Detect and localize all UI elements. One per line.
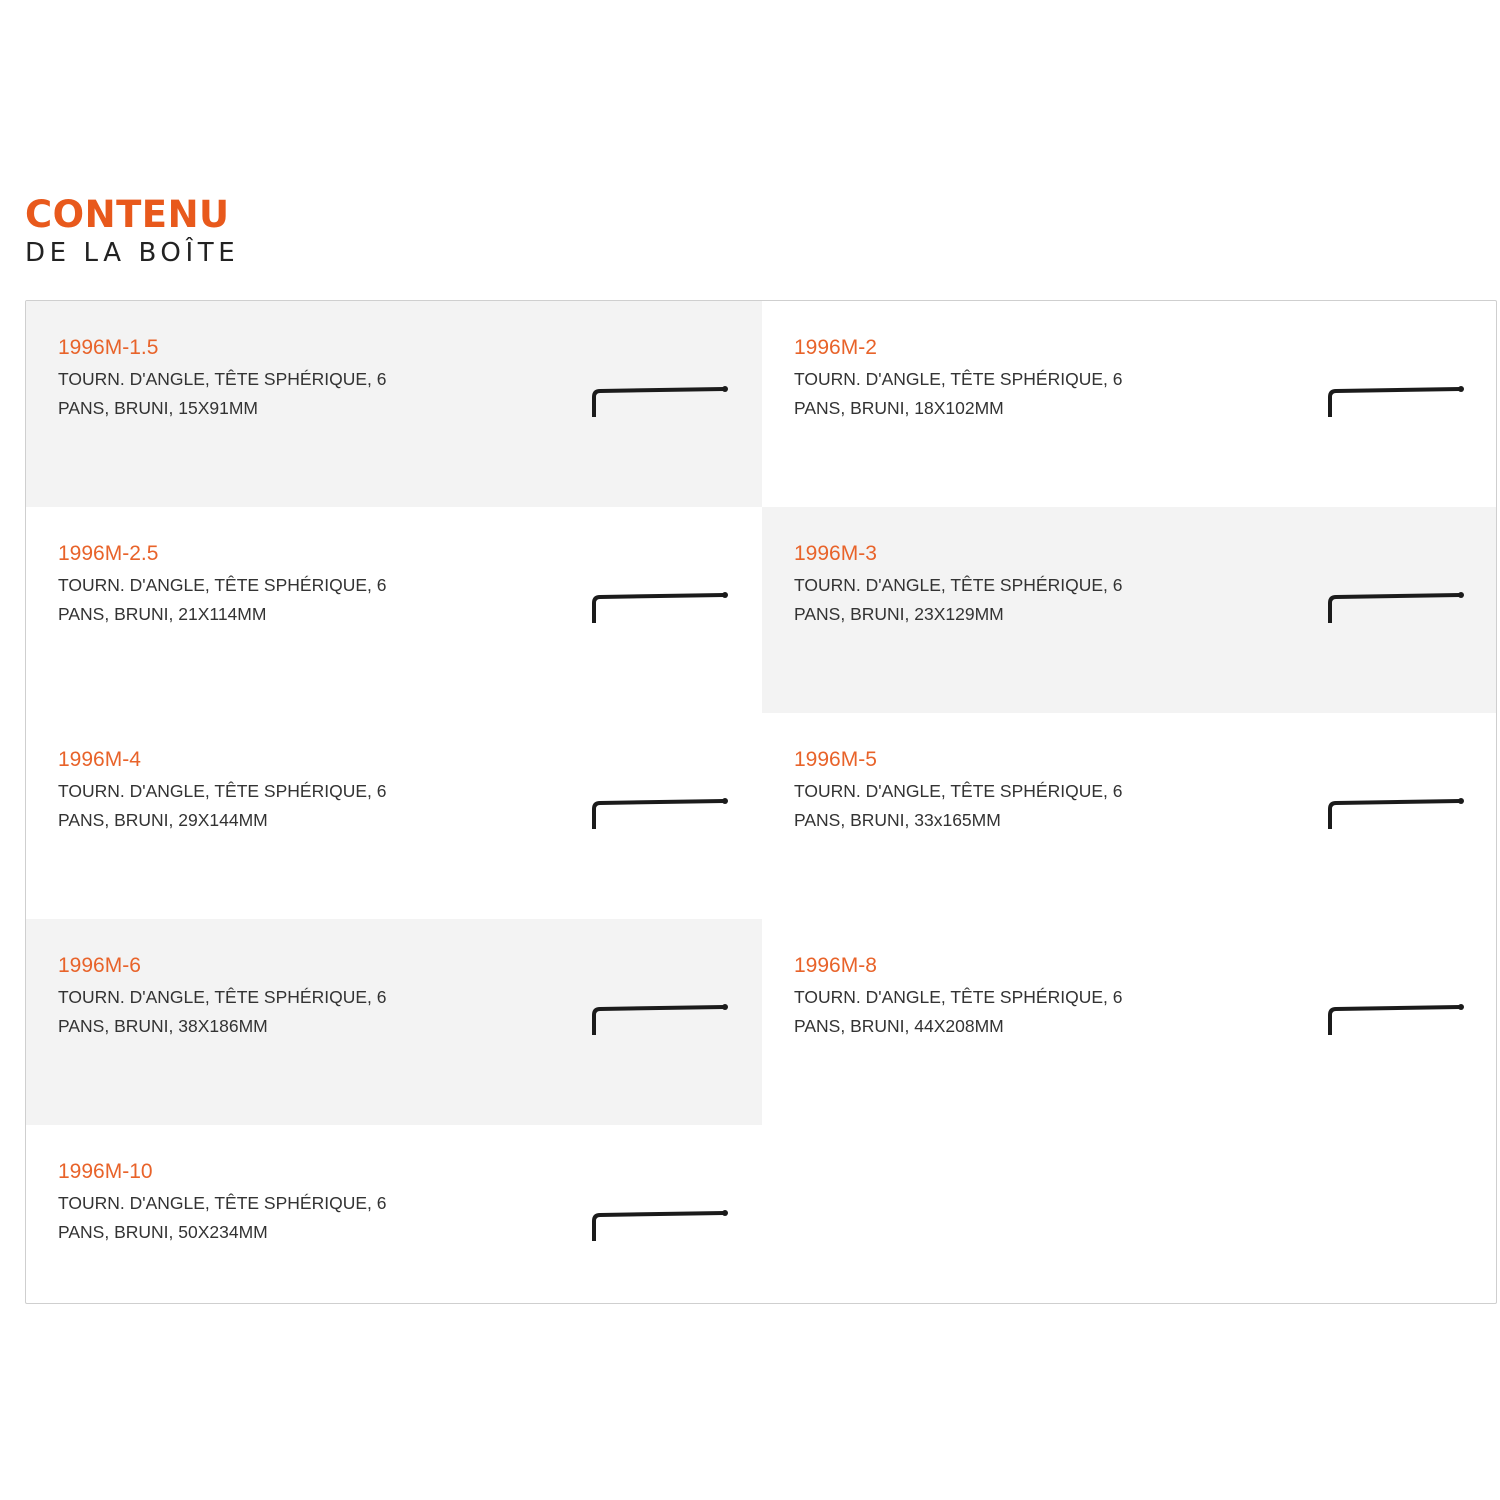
hex-key-wrench-icon xyxy=(1326,589,1468,625)
product-code: 1996M-3 xyxy=(794,542,877,565)
product-code: 1996M-1.5 xyxy=(58,336,159,359)
product-description: TOURN. D'ANGLE, TÊTE SPHÉRIQUE, 6 PANS, BRUNI, 50X234MM xyxy=(58,1193,387,1242)
hex-key-wrench-icon xyxy=(590,383,732,419)
product-description: TOURN. D'ANGLE, TÊTE SPHÉRIQUE, 6 PANS, BRUNI, 29X144MM xyxy=(58,781,387,830)
product-description: TOURN. D'ANGLE, TÊTE SPHÉRIQUE, 6 PANS, BRUNI, 21X114MM xyxy=(58,575,387,624)
box-contents-heading xyxy=(25,193,239,268)
heading-subtitle: DE LA BOÎTE xyxy=(25,238,240,268)
hex-key-wrench-icon xyxy=(1326,383,1468,419)
product-code: 1996M-2 xyxy=(794,336,877,359)
product-cell xyxy=(762,713,1497,919)
product-cell xyxy=(26,1125,762,1304)
product-description: TOURN. D'ANGLE, TÊTE SPHÉRIQUE, 6 PANS, BRUNI, 18X102MM xyxy=(794,369,1123,418)
hex-key-wrench-icon xyxy=(590,589,732,625)
product-code: 1996M-2.5 xyxy=(58,542,159,565)
hex-key-wrench-icon xyxy=(590,795,732,831)
product-code: 1996M-6 xyxy=(58,954,141,977)
product-code: 1996M-4 xyxy=(58,748,141,771)
contents-grid xyxy=(25,300,1497,1304)
product-code: 1996M-8 xyxy=(794,954,877,977)
product-cell xyxy=(762,301,1497,507)
product-cell xyxy=(762,507,1497,713)
product-cell xyxy=(26,301,762,507)
product-description: TOURN. D'ANGLE, TÊTE SPHÉRIQUE, 6 PANS, BRUNI, 38X186MM xyxy=(58,987,387,1036)
product-cell xyxy=(26,713,762,919)
product-cell xyxy=(26,919,762,1125)
product-code: 1996M-5 xyxy=(794,748,877,771)
product-code: 1996M-10 xyxy=(58,1160,153,1183)
hex-key-wrench-icon xyxy=(590,1207,732,1243)
hex-key-wrench-icon xyxy=(590,1001,732,1037)
hex-key-wrench-icon xyxy=(1326,795,1468,831)
product-description: TOURN. D'ANGLE, TÊTE SPHÉRIQUE, 6 PANS, BRUNI, 33x165MM xyxy=(794,781,1123,830)
product-description: TOURN. D'ANGLE, TÊTE SPHÉRIQUE, 6 PANS, BRUNI, 23X129MM xyxy=(794,575,1123,624)
product-description: TOURN. D'ANGLE, TÊTE SPHÉRIQUE, 6 PANS, BRUNI, 44X208MM xyxy=(794,987,1123,1036)
heading-title: CONTENU xyxy=(25,193,230,236)
product-cell xyxy=(762,919,1497,1125)
hex-key-wrench-icon xyxy=(1326,1001,1468,1037)
product-description: TOURN. D'ANGLE, TÊTE SPHÉRIQUE, 6 PANS, BRUNI, 15X91MM xyxy=(58,369,387,418)
product-cell xyxy=(26,507,762,713)
